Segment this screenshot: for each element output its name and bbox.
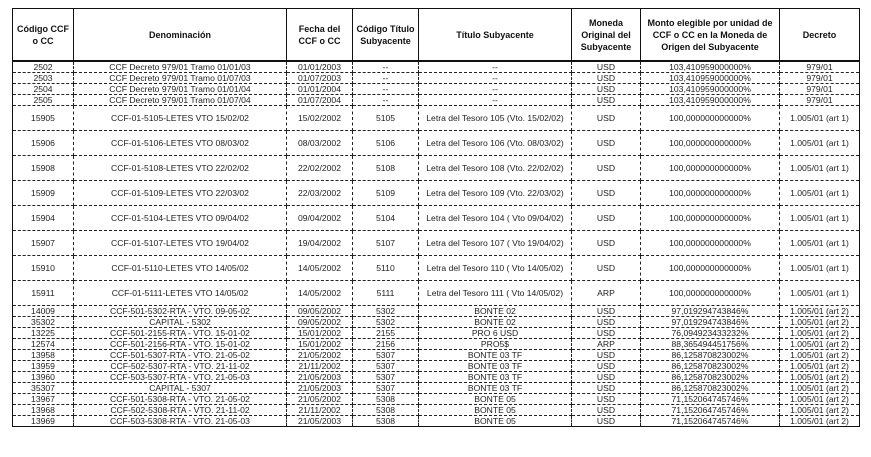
cell-denominacion: CCF-503-5308-RTA - VTO. 21-05-03 bbox=[74, 416, 287, 427]
cell-fecha-ccf: 01/01/2003 bbox=[287, 61, 353, 73]
cell-codigo-ccf: 14009 bbox=[13, 306, 74, 317]
cell-moneda: USD bbox=[572, 95, 641, 106]
table-row bbox=[13, 361, 860, 372]
cell-fecha-ccf: 14/05/2002 bbox=[287, 281, 353, 306]
cell-decreto: 1.005/01 (art 1) bbox=[780, 181, 860, 206]
cell-titulo-subyacente: PRO5$ bbox=[419, 339, 572, 350]
cell-codigo-ccf: 13958 bbox=[13, 350, 74, 361]
cell-fecha-ccf: 21/05/2002 bbox=[287, 350, 353, 361]
ccf-eligibility-table bbox=[12, 8, 860, 427]
cell-decreto: 1.005/01 (art 1) bbox=[780, 131, 860, 156]
cell-monto-elegible: 71,152064745746% bbox=[641, 416, 780, 427]
cell-monto-elegible: 100,000000000000% bbox=[641, 281, 780, 306]
cell-fecha-ccf: 09/05/2002 bbox=[287, 317, 353, 328]
cell-fecha-ccf: 21/11/2002 bbox=[287, 361, 353, 372]
cell-fecha-ccf: 01/01/2004 bbox=[287, 84, 353, 95]
cell-denominacion: CCF-01-5109-LETES VTO 22/03/02 bbox=[74, 181, 287, 206]
cell-codigo-titulo: 2156 bbox=[353, 339, 419, 350]
cell-fecha-ccf: 15/01/2002 bbox=[287, 339, 353, 350]
cell-monto-elegible: 86,125870823002% bbox=[641, 350, 780, 361]
cell-titulo-subyacente: BONTE 05 bbox=[419, 394, 572, 405]
table-row bbox=[13, 131, 860, 156]
header-titulo-subyacente: Título Subyacente bbox=[419, 9, 572, 62]
cell-fecha-ccf: 22/03/2002 bbox=[287, 181, 353, 206]
cell-monto-elegible: 103,410959000000% bbox=[641, 73, 780, 84]
cell-decreto: 1.005/01 (art 1) bbox=[780, 156, 860, 181]
cell-codigo-ccf: 12574 bbox=[13, 339, 74, 350]
cell-codigo-ccf: 15907 bbox=[13, 231, 74, 256]
header-codigo-titulo: Código Título Subyacente bbox=[353, 9, 419, 62]
cell-codigo-ccf: 35302 bbox=[13, 317, 74, 328]
cell-denominacion: CCF-01-5111-LETES VTO 14/05/02 bbox=[74, 281, 287, 306]
cell-codigo-titulo: -- bbox=[353, 61, 419, 73]
cell-monto-elegible: 76,094923433232% bbox=[641, 328, 780, 339]
table-row bbox=[13, 405, 860, 416]
cell-decreto: 1.005/01 (art 1) bbox=[780, 281, 860, 306]
cell-moneda: USD bbox=[572, 394, 641, 405]
cell-codigo-titulo: -- bbox=[353, 84, 419, 95]
header-monto-elegible: Monto elegible por unidad de CCF o CC en la Moneda de Origen del Subyacente bbox=[641, 9, 780, 62]
cell-denominacion: CCF-502-5308-RTA - VTO. 21-11-02 bbox=[74, 405, 287, 416]
cell-decreto: 1.005/01 (art 2) bbox=[780, 361, 860, 372]
cell-monto-elegible: 103,410959000000% bbox=[641, 95, 780, 106]
cell-codigo-ccf: 35307 bbox=[13, 383, 74, 394]
cell-fecha-ccf: 01/07/2004 bbox=[287, 95, 353, 106]
cell-codigo-ccf: 13968 bbox=[13, 405, 74, 416]
table-header-row bbox=[13, 9, 860, 62]
cell-denominacion: CCF-01-5105-LETES VTO 15/02/02 bbox=[74, 106, 287, 131]
cell-moneda: USD bbox=[572, 317, 641, 328]
cell-denominacion: CCF-501-5308-RTA - VTO. 21-05-02 bbox=[74, 394, 287, 405]
cell-monto-elegible: 88,365494451756% bbox=[641, 339, 780, 350]
cell-codigo-ccf: 15906 bbox=[13, 131, 74, 156]
cell-monto-elegible: 86,125870823002% bbox=[641, 361, 780, 372]
cell-codigo-titulo: 5302 bbox=[353, 306, 419, 317]
cell-decreto: 1.005/01 (art 1) bbox=[780, 106, 860, 131]
cell-decreto: 979/01 bbox=[780, 61, 860, 73]
cell-codigo-ccf: 2504 bbox=[13, 84, 74, 95]
cell-monto-elegible: 71,152064745746% bbox=[641, 405, 780, 416]
cell-denominacion: CCF Decreto 979/01 Tramo 01/07/04 bbox=[74, 95, 287, 106]
table-row bbox=[13, 306, 860, 317]
table-row bbox=[13, 95, 860, 106]
cell-codigo-ccf: 15911 bbox=[13, 281, 74, 306]
cell-fecha-ccf: 21/11/2002 bbox=[287, 405, 353, 416]
cell-codigo-titulo: 5307 bbox=[353, 383, 419, 394]
cell-codigo-titulo: 5104 bbox=[353, 206, 419, 231]
cell-decreto: 1.005/01 (art 1) bbox=[780, 231, 860, 256]
cell-moneda: USD bbox=[572, 73, 641, 84]
cell-decreto: 1.005/01 (art 2) bbox=[780, 317, 860, 328]
cell-fecha-ccf: 09/04/2002 bbox=[287, 206, 353, 231]
cell-moneda: USD bbox=[572, 131, 641, 156]
cell-monto-elegible: 100,000000000000% bbox=[641, 181, 780, 206]
cell-moneda: USD bbox=[572, 328, 641, 339]
cell-codigo-titulo: 5109 bbox=[353, 181, 419, 206]
header-codigo-ccf: Código CCF o CC bbox=[13, 9, 74, 62]
cell-decreto: 1.005/01 (art 2) bbox=[780, 383, 860, 394]
cell-titulo-subyacente: BONTE 05 bbox=[419, 416, 572, 427]
cell-titulo-subyacente: Letra del Tesoro 104 ( Vto 09/04/02) bbox=[419, 206, 572, 231]
cell-decreto: 1.005/01 (art 2) bbox=[780, 306, 860, 317]
table-row bbox=[13, 350, 860, 361]
cell-titulo-subyacente: BONTE 03 TF bbox=[419, 372, 572, 383]
cell-titulo-subyacente: PRO 6 USD bbox=[419, 328, 572, 339]
header-fecha-ccf: Fecha del CCF o CC bbox=[287, 9, 353, 62]
cell-fecha-ccf: 21/05/2002 bbox=[287, 394, 353, 405]
cell-monto-elegible: 97,019294743846% bbox=[641, 306, 780, 317]
cell-decreto: 1.005/01 (art 2) bbox=[780, 372, 860, 383]
cell-codigo-ccf: 15908 bbox=[13, 156, 74, 181]
cell-fecha-ccf: 15/01/2002 bbox=[287, 328, 353, 339]
cell-decreto: 1.005/01 (art 2) bbox=[780, 339, 860, 350]
cell-codigo-titulo: 5307 bbox=[353, 350, 419, 361]
cell-codigo-ccf: 15905 bbox=[13, 106, 74, 131]
cell-titulo-subyacente: Letra del Tesoro 109 (Vto. 22/03/02) bbox=[419, 181, 572, 206]
cell-moneda: USD bbox=[572, 350, 641, 361]
cell-decreto: 1.005/01 (art 2) bbox=[780, 394, 860, 405]
cell-titulo-subyacente: BONTE 03 TF bbox=[419, 350, 572, 361]
cell-titulo-subyacente: BONTE 02 bbox=[419, 306, 572, 317]
table-row bbox=[13, 328, 860, 339]
cell-codigo-titulo: 5308 bbox=[353, 394, 419, 405]
cell-decreto: 979/01 bbox=[780, 73, 860, 84]
cell-fecha-ccf: 14/05/2002 bbox=[287, 256, 353, 281]
cell-monto-elegible: 100,000000000000% bbox=[641, 156, 780, 181]
cell-codigo-titulo: -- bbox=[353, 73, 419, 84]
cell-titulo-subyacente: Letra del Tesoro 106 (Vto. 08/03/02) bbox=[419, 131, 572, 156]
cell-codigo-ccf: 13960 bbox=[13, 372, 74, 383]
cell-titulo-subyacente: Letra del Tesoro 110 ( Vto 14/05/02) bbox=[419, 256, 572, 281]
cell-codigo-titulo: 2155 bbox=[353, 328, 419, 339]
cell-denominacion: CCF-01-5104-LETES VTO 09/04/02 bbox=[74, 206, 287, 231]
table-body bbox=[13, 61, 860, 427]
cell-codigo-titulo: 5308 bbox=[353, 416, 419, 427]
cell-codigo-ccf: 13959 bbox=[13, 361, 74, 372]
cell-denominacion: CCF-503-5307-RTA - VTO. 21-05-03 bbox=[74, 372, 287, 383]
cell-moneda: USD bbox=[572, 84, 641, 95]
cell-titulo-subyacente: -- bbox=[419, 84, 572, 95]
cell-codigo-titulo: 5106 bbox=[353, 131, 419, 156]
cell-monto-elegible: 100,000000000000% bbox=[641, 206, 780, 231]
table-row bbox=[13, 281, 860, 306]
cell-denominacion: CAPITAL - 5307 bbox=[74, 383, 287, 394]
cell-denominacion: CCF-01-5110-LETES VTO 14/05/02 bbox=[74, 256, 287, 281]
cell-monto-elegible: 97,019294743846% bbox=[641, 317, 780, 328]
cell-codigo-ccf: 15904 bbox=[13, 206, 74, 231]
cell-denominacion: CCF-501-5307-RTA - VTO. 21-05-02 bbox=[74, 350, 287, 361]
header-denominacion: Denominación bbox=[74, 9, 287, 62]
cell-codigo-ccf: 13967 bbox=[13, 394, 74, 405]
header-decreto: Decreto bbox=[780, 9, 860, 62]
table-row bbox=[13, 416, 860, 427]
cell-denominacion: CCF Decreto 979/01 Tramo 01/01/04 bbox=[74, 84, 287, 95]
cell-codigo-ccf: 2502 bbox=[13, 61, 74, 73]
cell-denominacion: CCF Decreto 979/01 Tramo 01/07/03 bbox=[74, 73, 287, 84]
cell-denominacion: CCF-01-5108-LETES VTO 22/02/02 bbox=[74, 156, 287, 181]
cell-decreto: 1.005/01 (art 1) bbox=[780, 206, 860, 231]
cell-fecha-ccf: 19/04/2002 bbox=[287, 231, 353, 256]
cell-fecha-ccf: 08/03/2002 bbox=[287, 131, 353, 156]
cell-monto-elegible: 86,125870823002% bbox=[641, 383, 780, 394]
cell-codigo-titulo: 5110 bbox=[353, 256, 419, 281]
table-row bbox=[13, 231, 860, 256]
table-row bbox=[13, 394, 860, 405]
cell-codigo-titulo: 5108 bbox=[353, 156, 419, 181]
cell-moneda: USD bbox=[572, 372, 641, 383]
cell-moneda: USD bbox=[572, 206, 641, 231]
cell-fecha-ccf: 21/05/2003 bbox=[287, 383, 353, 394]
cell-codigo-titulo: -- bbox=[353, 95, 419, 106]
cell-monto-elegible: 100,000000000000% bbox=[641, 256, 780, 281]
cell-decreto: 1.005/01 (art 2) bbox=[780, 350, 860, 361]
cell-fecha-ccf: 21/05/2003 bbox=[287, 372, 353, 383]
table-row bbox=[13, 84, 860, 95]
table-row bbox=[13, 383, 860, 394]
cell-titulo-subyacente: Letra del Tesoro 108 (Vto. 22/02/02) bbox=[419, 156, 572, 181]
cell-codigo-titulo: 5111 bbox=[353, 281, 419, 306]
cell-codigo-ccf: 13969 bbox=[13, 416, 74, 427]
cell-fecha-ccf: 22/02/2002 bbox=[287, 156, 353, 181]
cell-denominacion: CCF-01-5106-LETES VTO 08/03/02 bbox=[74, 131, 287, 156]
cell-monto-elegible: 103,410959000000% bbox=[641, 61, 780, 73]
cell-titulo-subyacente: BONTE 05 bbox=[419, 405, 572, 416]
cell-moneda: USD bbox=[572, 231, 641, 256]
cell-codigo-titulo: 5307 bbox=[353, 372, 419, 383]
cell-moneda: USD bbox=[572, 106, 641, 131]
cell-fecha-ccf: 15/02/2002 bbox=[287, 106, 353, 131]
cell-denominacion: CCF Decreto 979/01 Tramo 01/01/03 bbox=[74, 61, 287, 73]
cell-fecha-ccf: 01/07/2003 bbox=[287, 73, 353, 84]
cell-codigo-ccf: 15910 bbox=[13, 256, 74, 281]
cell-titulo-subyacente: Letra del Tesoro 105 (Vto. 15/02/02) bbox=[419, 106, 572, 131]
cell-titulo-subyacente: BONTE 02 bbox=[419, 317, 572, 328]
cell-moneda: USD bbox=[572, 156, 641, 181]
cell-titulo-subyacente: BONTE 03 TF bbox=[419, 361, 572, 372]
cell-denominacion: CCF-01-5107-LETES VTO 19/04/02 bbox=[74, 231, 287, 256]
cell-fecha-ccf: 09/05/2002 bbox=[287, 306, 353, 317]
table-row bbox=[13, 61, 860, 73]
table-row bbox=[13, 181, 860, 206]
table-row bbox=[13, 256, 860, 281]
cell-codigo-titulo: 5107 bbox=[353, 231, 419, 256]
cell-codigo-titulo: 5105 bbox=[353, 106, 419, 131]
cell-decreto: 979/01 bbox=[780, 95, 860, 106]
cell-moneda: USD bbox=[572, 61, 641, 73]
cell-codigo-ccf: 15909 bbox=[13, 181, 74, 206]
cell-codigo-titulo: 5302 bbox=[353, 317, 419, 328]
cell-moneda: ARP bbox=[572, 281, 641, 306]
cell-decreto: 1.005/01 (art 1) bbox=[780, 256, 860, 281]
table-row bbox=[13, 106, 860, 131]
cell-denominacion: CCF-501-2155-RTA - VTO. 15-01-02 bbox=[74, 328, 287, 339]
cell-moneda: USD bbox=[572, 405, 641, 416]
cell-decreto: 979/01 bbox=[780, 84, 860, 95]
header-moneda-original: Moneda Original del Subyacente bbox=[572, 9, 641, 62]
cell-codigo-titulo: 5308 bbox=[353, 405, 419, 416]
cell-titulo-subyacente: -- bbox=[419, 61, 572, 73]
cell-denominacion: CCF-501-2156-RTA - VTO. 15-01-02 bbox=[74, 339, 287, 350]
cell-titulo-subyacente: -- bbox=[419, 73, 572, 84]
cell-moneda: USD bbox=[572, 416, 641, 427]
cell-denominacion: CCF-502-5307-RTA - VTO. 21-11-02 bbox=[74, 361, 287, 372]
table-row bbox=[13, 339, 860, 350]
cell-monto-elegible: 86,125870823002% bbox=[641, 372, 780, 383]
cell-decreto: 1.005/01 (art 2) bbox=[780, 328, 860, 339]
cell-monto-elegible: 100,000000000000% bbox=[641, 131, 780, 156]
table-row bbox=[13, 372, 860, 383]
cell-denominacion: CAPITAL - 5302 bbox=[74, 317, 287, 328]
cell-fecha-ccf: 21/05/2003 bbox=[287, 416, 353, 427]
cell-moneda: USD bbox=[572, 256, 641, 281]
table-row bbox=[13, 156, 860, 181]
cell-codigo-ccf: 13225 bbox=[13, 328, 74, 339]
cell-moneda: USD bbox=[572, 361, 641, 372]
cell-denominacion: CCF-501-5302-RTA - VTO. 09-05-02 bbox=[74, 306, 287, 317]
cell-monto-elegible: 103,410959000000% bbox=[641, 84, 780, 95]
cell-codigo-ccf: 2505 bbox=[13, 95, 74, 106]
cell-decreto: 1.005/01 (art 2) bbox=[780, 405, 860, 416]
cell-decreto: 1.005/01 (art 2) bbox=[780, 416, 860, 427]
cell-moneda: USD bbox=[572, 306, 641, 317]
cell-moneda: ARP bbox=[572, 339, 641, 350]
cell-codigo-titulo: 5307 bbox=[353, 361, 419, 372]
cell-monto-elegible: 100,000000000000% bbox=[641, 231, 780, 256]
cell-titulo-subyacente: Letra del Tesoro 111 ( Vto 14/05/02) bbox=[419, 281, 572, 306]
cell-titulo-subyacente: Letra del Tesoro 107 ( Vto 19/04/02) bbox=[419, 231, 572, 256]
cell-titulo-subyacente: -- bbox=[419, 95, 572, 106]
table-row bbox=[13, 73, 860, 84]
cell-codigo-ccf: 2503 bbox=[13, 73, 74, 84]
cell-monto-elegible: 71,152064745746% bbox=[641, 394, 780, 405]
cell-moneda: USD bbox=[572, 181, 641, 206]
cell-titulo-subyacente: BONTE 03 TF bbox=[419, 383, 572, 394]
table-row bbox=[13, 206, 860, 231]
cell-moneda: USD bbox=[572, 383, 641, 394]
cell-monto-elegible: 100,000000000000% bbox=[641, 106, 780, 131]
table-row bbox=[13, 317, 860, 328]
